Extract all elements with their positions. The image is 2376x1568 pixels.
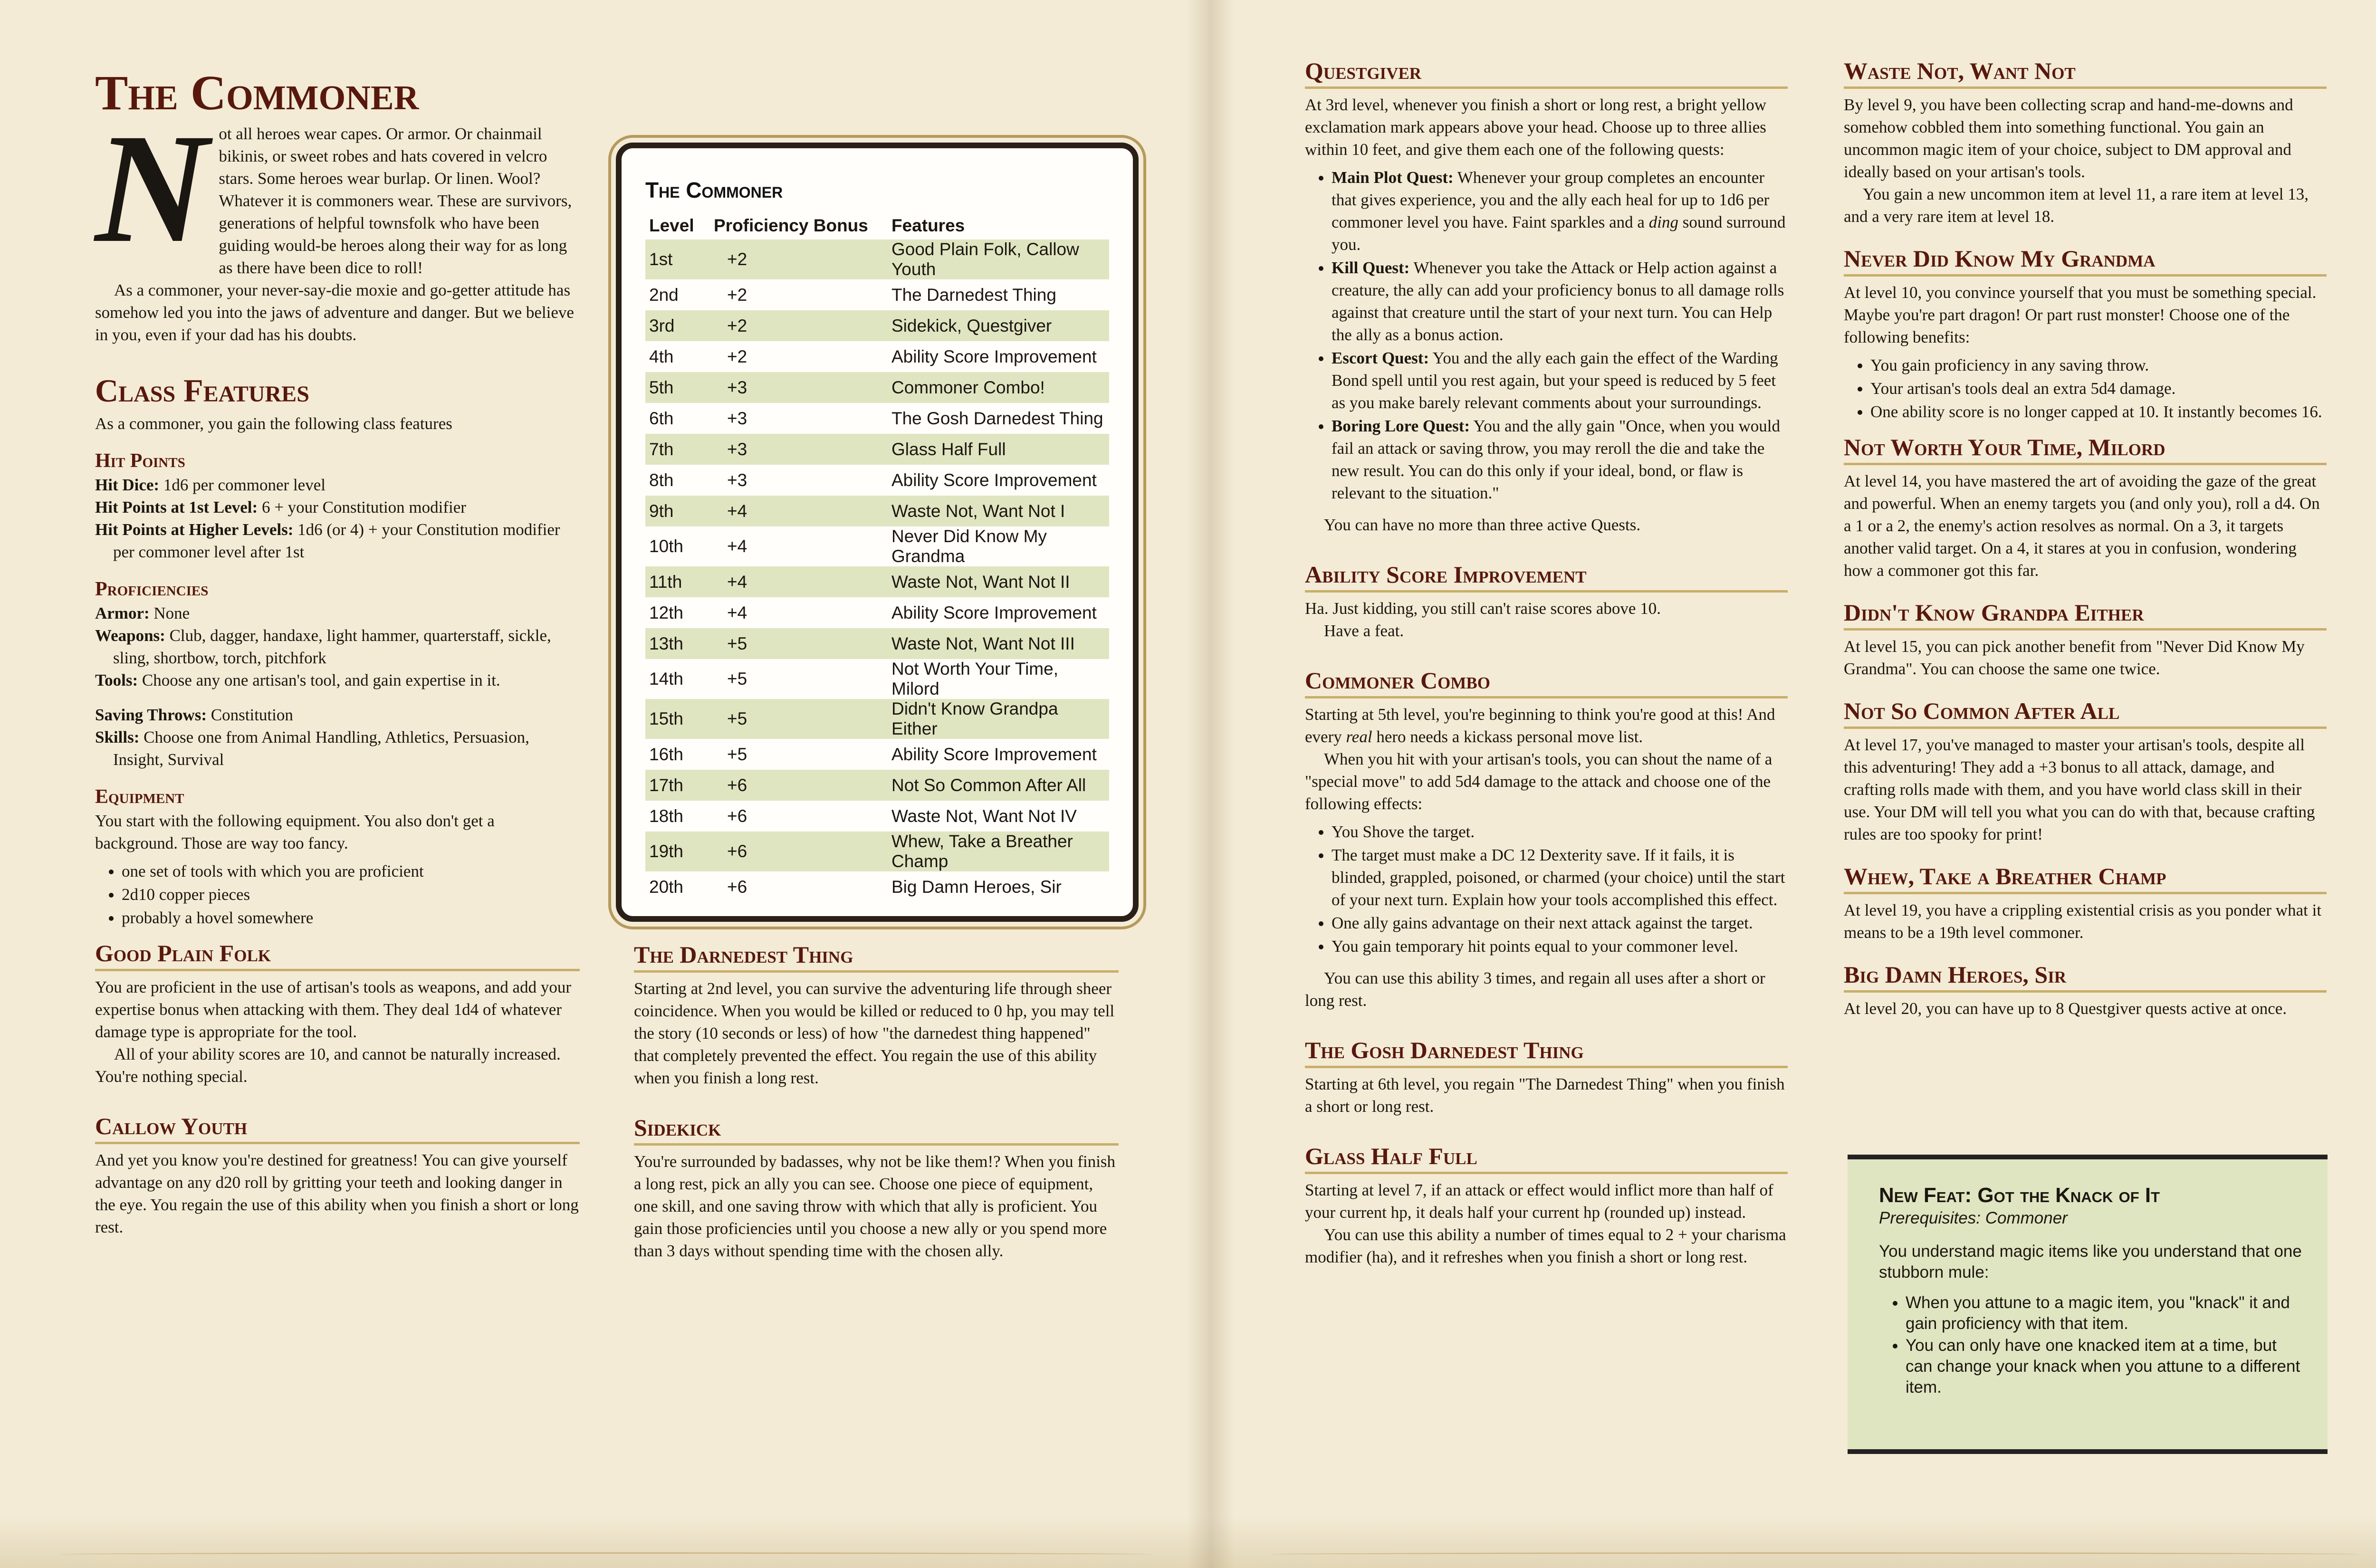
glass-paragraph-2: You can use this ability a number of times equal to 2 + your charisma modifier (ha), and it refreshes when you finish a short or long rest.	[1305, 1225, 1786, 1266]
table-row: 11th +4 Waste Not, Want Not II	[645, 566, 1109, 597]
heading-not-worth-your-time: Not Worth Your Time, Milord	[1844, 433, 2327, 465]
table-row: 8th +3 Ability Score Improvement	[649, 470, 1097, 490]
dt-paragraph: Starting at 2nd level, you can survive the adventuring life through sheer coincidence. When you would be killed or reduced to 0 hp, you may tell the story (10 seconds or less) of how "the darnedest thing happened" that completely prevented the effect. You regain the use of this ability when you finish a long rest.	[634, 979, 1115, 1087]
class-table-frame	[616, 143, 1139, 922]
table-row: 5th +3 Commoner Combo!	[645, 372, 1109, 403]
gosh-paragraph: Starting at 6th level, you regain "The Darnedest Thing" when you finish a short or long rest.	[1305, 1075, 1785, 1116]
saves-line: Saving Throws: Constitution	[95, 706, 293, 724]
list-item: • Kill Quest: Whenever you take the Attack or Help action against a creature, the ally can add your proficiency bonus to all damage rolls against that creature until the start of your next turn. You can Help the ally as a bonus action.	[1332, 257, 1788, 346]
list-item: • One ability score is no longer capped at 10. It instantly becomes 16.	[1870, 401, 2327, 423]
heading-questgiver: Questgiver	[1305, 57, 1788, 89]
spacer	[95, 691, 580, 704]
heading-whew-take-a-breather: Whew, Take a Breather Champ	[1844, 862, 2327, 894]
combo-paragraph-1: Starting at 5th level, you're beginning to think you're good at this! And every real hero needs a kickass personal move list.	[1305, 705, 1775, 746]
list-item: • You Shove the target.	[1332, 821, 1788, 843]
table-row: 7th +3 Glass Half Full	[645, 434, 1109, 465]
column-header: Proficiency Bonus	[714, 216, 868, 235]
heading-sidekick: Sidekick	[634, 1114, 1119, 1146]
hp-first-line: Hit Points at 1st Level: 6 + your Constitution modifier	[95, 498, 466, 516]
weapons-line: Weapons: Club, dagger, handaxe, light hammer, quarterstaff, sickle, sling, shortbow, torch, pitchfork	[95, 626, 551, 667]
list-item: • Escort Quest: You and the ally each gain the effect of the Warding Bond spell until you rest again, but your speed is reduced by 5 feet as you make barely relevant comments about your surroundings.	[1332, 347, 1788, 414]
left-footer-band	[0, 1516, 1211, 1568]
column-header: Level	[649, 216, 694, 235]
table-row: 6th +3 The Gosh Darnedest Thing	[649, 408, 1103, 428]
grandpa-paragraph: At level 15, you can pick another benefit from "Never Did Know My Grandma". You can choose the same one twice.	[1844, 637, 2305, 678]
sk-paragraph: You're surrounded by badasses, why not be like them!? When you finish a long rest, pick an ally you can see. Choose one piece of equipment, one skill, and one saving throw with which that ally is proficient. You gain those proficiencies until you choose a new ally or you spend more than 3 days without spending time with the chosen ally.	[634, 1152, 1116, 1260]
heading-commoner-combo: Commoner Combo	[1305, 667, 1788, 698]
heading-callow-youth: Callow Youth	[95, 1112, 580, 1144]
list-item: • Boring Lore Quest: You and the ally gain "Once, when you would fail an attack or saving throw, you may reroll the die and take the new result. You can do this only if your ideal, bond, or flaw is relevant to the situation."	[1332, 415, 1788, 504]
class-table	[645, 213, 1109, 902]
table-row: 16th +5 Ability Score Improvement	[649, 744, 1097, 764]
heading-ability-score-improvement: Ability Score Improvement	[1305, 561, 1788, 593]
combo-list	[1305, 821, 1788, 957]
right-column-2	[1844, 57, 2327, 1020]
glass-paragraph-1: Starting at level 7, if an attack or effect would inflict more than half of your current hp, it deals half your current hp (rounded up) instead.	[1305, 1181, 1773, 1222]
intro-paragraph: Not all heroes wear capes. Or armor. Or chainmail bikinis, or sweet robes and hats covered in velcro stars. Some heroes wear burlap. Or linen. Wool? Whatever it is commoners wear. These are survivors, generations of helpful townsfolk who have been guiding would-be heroes along their way for as long as there have been dice to roll!	[95, 102, 572, 277]
table-row: 18th +6 Waste Not, Want Not IV	[649, 806, 1077, 826]
heading-equipment: Equipment	[95, 786, 184, 808]
heading-class-features: Class Features	[95, 373, 309, 409]
heading-waste-not: Waste Not, Want Not	[1844, 57, 2327, 89]
notso-paragraph: At level 17, you've managed to master your artisan's tools, despite all this adventuring! They add a +3 bonus to all attack, damage, and crafting rolls made with them, and you have world class skill in their use. Your DM will tell you what you can do with that, because crafting rules are too spooky for print!	[1844, 736, 2315, 843]
heading-not-so-common: Not So Common After All	[1844, 697, 2327, 729]
list-item: • You gain proficiency in any saving throw.	[1870, 354, 2327, 376]
grandma-list	[1844, 354, 2327, 423]
right-page	[1211, 0, 2376, 1568]
table-row: 20th +6 Big Damn Heroes, Sir	[649, 877, 1062, 897]
hp-higher-line: Hit Points at Higher Levels: 1d6 (or 4) + your Constitution modifier per commoner level after 1st	[95, 520, 560, 561]
column-header: Features	[891, 216, 965, 235]
left-footer-ornament	[59, 1552, 1152, 1557]
quest-list	[1305, 166, 1788, 504]
feat-list	[1879, 1292, 2305, 1398]
feat-prerequisites: Prerequisites: Commoner	[1879, 1209, 2068, 1227]
list-item: • One ally gains advantage on their next attack against the target.	[1332, 912, 1788, 934]
right-column-1	[1305, 57, 1788, 1268]
gpf-paragraph-1: You are proficient in the use of artisan's tools as weapons, and add your expertise bonus when attacking with them. They deal 1d4 of whatever damage type is appropriate for the tool.	[95, 978, 571, 1041]
quest-intro: At 3rd level, whenever you finish a short or long rest, a bright yellow exclamation mark appears above your head. Choose up to three allies within 10 feet, and give them each one of the following quests:	[1305, 96, 1767, 159]
list-item: • one set of tools with which you are proficient	[122, 860, 580, 882]
list-item: • 2d10 copper pieces	[122, 883, 580, 906]
skills-line: Skills: Choose one from Animal Handling, Athletics, Persuasion, Insight, Survival	[95, 728, 529, 769]
equipment-list	[95, 860, 580, 929]
list-item: • When you attune to a magic item, you "knack" it and gain proficiency with that item.	[1906, 1292, 2305, 1334]
heading-gosh-darnedest-thing: The Gosh Darnedest Thing	[1305, 1036, 1788, 1068]
right-footer-ornament	[1270, 1552, 2363, 1557]
combo-paragraph-2: When you hit with your artisan's tools, you can shout the name of a "special move" to add 5d4 damage to the attack and choose one of the following effects:	[1305, 750, 1772, 813]
gpf-paragraph-2: All of your ability scores are 10, and cannot be naturally increased. You're nothing special.	[95, 1045, 561, 1086]
intro-paragraph-2: As a commoner, your never-say-die moxie and go-getter attitude has somehow led you into the jaws of adventure and danger. But we believe in you, even if your dad has his doubts.	[95, 281, 574, 344]
heading-good-plain-folk: Good Plain Folk	[95, 939, 580, 971]
heading-proficiencies: Proficiencies	[95, 578, 209, 600]
table-row: 1st +2 Good Plain Folk, Callow Youth	[645, 239, 1109, 279]
list-item: • probably a hovel somewhere	[122, 907, 580, 929]
left-column-1	[95, 67, 580, 1238]
left-column-2	[634, 941, 1119, 1262]
asi-paragraph-2: Have a feat.	[1324, 621, 1404, 640]
list-item: • You gain temporary hit points equal to your commoner level.	[1332, 935, 1788, 957]
whew-paragraph: At level 19, you have a crippling existential crisis as you ponder what it means to be a 19th level commoner.	[1844, 901, 2322, 942]
bigdamn-paragraph: At level 20, you can have up to 8 Questgiver quests active at once.	[1844, 999, 2287, 1018]
class-features-text: As a commoner, you gain the following class features	[95, 414, 452, 433]
table-row: 13th +5 Waste Not, Want Not III	[645, 628, 1109, 659]
class-table-title: The Commoner	[645, 178, 783, 202]
book-gutter	[1187, 0, 1235, 1568]
table-row: 12th +4 Ability Score Improvement	[649, 602, 1097, 622]
heading-glass-half-full: Glass Half Full	[1305, 1142, 1788, 1174]
cy-paragraph: And yet you know you're destined for greatness! You can give yourself advantage on any d20 roll by gritting your teeth and looking danger in the eye. You regain the use of this ability when you finish a short or long rest.	[95, 1151, 579, 1236]
list-item: • The target must make a DC 12 Dexterity save. If it fails, it is blinded, grappled, poisoned, or charmed (your choice) until the start of your next turn. Explain how your tools accomplished this effect.	[1332, 844, 1788, 911]
table-row: 15th +5 Didn't Know Grandpa Either	[645, 699, 1109, 739]
asi-paragraph-1: Ha. Just kidding, you still can't raise scores above 10.	[1305, 599, 1661, 618]
list-item: • Main Plot Quest: Whenever your group completes an encounter that gives experience, you and the ally each heal for up to 1d6 per commoner level you have. Faint sparkles and a ding sound surround you.	[1332, 166, 1788, 256]
drop-cap: N	[95, 102, 209, 275]
table-row: 9th +4 Waste Not, Want Not I	[645, 496, 1109, 526]
table-row: 3rd +2 Sidekick, Questgiver	[645, 310, 1109, 341]
table-row: 14th +5 Not Worth Your Time, Milord	[649, 659, 1058, 698]
quest-outro: You can have no more than three active Quests.	[1324, 516, 1641, 534]
waste-paragraph-2: You gain a new uncommon item at level 11, a rare item at level 13, and a very rare item at level 18.	[1844, 185, 2309, 226]
feat-text: You understand magic items like you understand that one stubborn mule:	[1879, 1242, 2302, 1281]
table-row: 19th +6 Whew, Take a Breather Champ	[645, 832, 1109, 871]
tools-line: Tools: Choose any one artisan's tool, and gain expertise in it.	[95, 671, 500, 689]
heading-big-damn-heroes: Big Damn Heroes, Sir	[1844, 961, 2327, 993]
equipment-text: You start with the following equipment. You also don't get a background. Those are way too fancy.	[95, 812, 495, 852]
table-row: 17th +6 Not So Common After All	[645, 770, 1109, 801]
feat-box	[1848, 1155, 2328, 1454]
list-item: • You can only have one knacked item at a time, but can change your knack when you attune to a different item.	[1906, 1335, 2305, 1398]
heading-never-did-know-grandma: Never Did Know My Grandma	[1844, 245, 2327, 277]
page-title: The Commoner	[95, 66, 419, 120]
table-row: 2nd +2 The Darnedest Thing	[649, 285, 1056, 305]
heading-hit-points: Hit Points	[95, 450, 185, 472]
heading-darnedest-thing: The Darnedest Thing	[634, 941, 1119, 973]
combo-paragraph-3: You can use this ability 3 times, and regain all uses after a short or long rest.	[1305, 969, 1765, 1010]
right-footer-band	[1211, 1516, 2376, 1568]
table-row: 10th +4 Never Did Know My Grandma	[649, 526, 1047, 566]
feat-title: New Feat: Got the Knack of It	[1879, 1184, 2160, 1207]
waste-paragraph-1: By level 9, you have been collecting scrap and hand-me-downs and somehow cobbled them into something functional. You gain an uncommon magic item of your choice, subject to DM approval and ideally based on your artisan's tools.	[1844, 96, 2293, 181]
milord-paragraph: At level 14, you have mastered the art of avoiding the gaze of the great and powerful. When an enemy targets you (and only you), roll a d4. On a 1 or a 2, the enemy's action resolves as normal. On a 3, it targets another valid target. On a 4, it stares at you in confusion, wondering how a commoner got this far.	[1844, 472, 2320, 580]
grandma-paragraph: At level 10, you convince yourself that you must be something special. Maybe you're part dragon! Or part rust monster! Choose one of the following benefits:	[1844, 283, 2317, 346]
heading-didnt-know-grandpa: Didn't Know Grandpa Either	[1844, 599, 2327, 631]
table-header-row	[645, 213, 1109, 239]
list-item: • Your artisan's tools deal an extra 5d4 damage.	[1870, 377, 2327, 400]
table-row: 4th +2 Ability Score Improvement	[649, 346, 1097, 366]
hit-dice-line: Hit Dice: 1d6 per commoner level	[95, 476, 326, 494]
armor-line: Armor: None	[95, 604, 190, 622]
